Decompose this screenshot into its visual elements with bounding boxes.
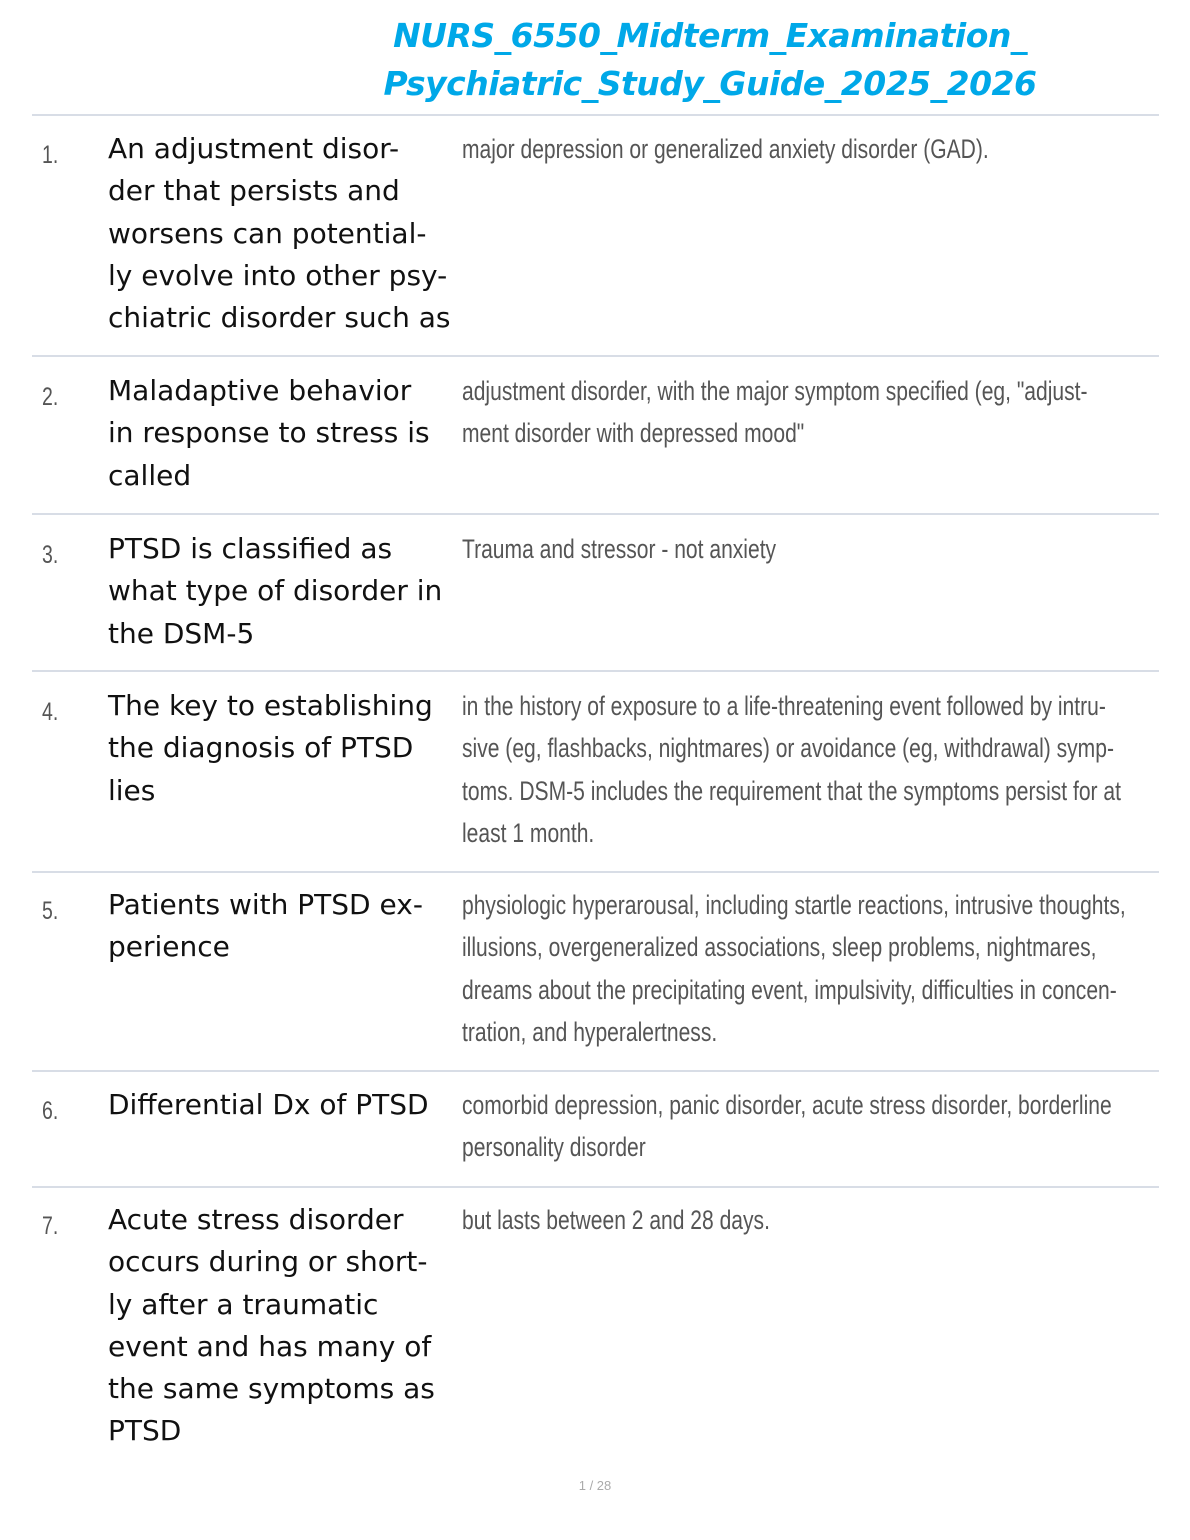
term-line: chiatric disorder such as xyxy=(108,301,451,335)
card-term xyxy=(108,685,458,812)
card-divider xyxy=(32,1070,1159,1072)
card-divider xyxy=(32,1186,1159,1188)
title-divider xyxy=(32,114,1159,116)
flashcard-5 xyxy=(32,874,1159,1069)
definition-line: least 1 month. xyxy=(462,817,595,848)
flashcard-6 xyxy=(32,1074,1159,1184)
flashcard-4 xyxy=(32,675,1159,870)
term-line: PTSD is classified as xyxy=(108,532,393,565)
card-divider xyxy=(32,871,1159,873)
card-number: 5. xyxy=(42,897,59,925)
card-definition xyxy=(462,128,1133,170)
term-line: der that persists and xyxy=(108,174,400,208)
term-line: event and has many of xyxy=(108,1329,432,1363)
card-divider xyxy=(32,513,1159,515)
card-number: 6. xyxy=(42,1097,59,1125)
definition-line: sive (eg, flashbacks, nightmares) or avoidance (eg, withdrawal) symp- xyxy=(462,733,1114,764)
definition-line: ment disorder with depressed mood" xyxy=(462,418,805,449)
card-number: 2. xyxy=(42,383,59,411)
term-line: PTSD xyxy=(108,1414,182,1448)
document-title-line-2: Psychiatric_Study_Guide_2025_2026 xyxy=(383,64,1037,103)
term-line: occurs during or short- xyxy=(108,1245,428,1279)
definition-line: Trauma and stressor - not anxiety xyxy=(462,534,777,564)
card-definition xyxy=(462,528,1133,570)
card-number: 7. xyxy=(42,1212,59,1240)
term-line: ly evolve into other psy- xyxy=(108,258,448,292)
card-definition xyxy=(462,884,1133,1053)
card-definition xyxy=(462,1084,1133,1169)
definition-line: in the history of exposure to a life-threatening event followed by intru- xyxy=(462,691,1106,721)
card-divider xyxy=(32,670,1159,672)
term-line: the DSM-5 xyxy=(108,616,255,650)
term-line: Differential Dx of PTSD xyxy=(108,1088,429,1121)
definition-line: tration, and hyperalertness. xyxy=(462,1016,718,1047)
card-term xyxy=(108,128,458,339)
term-line: Maladaptive behavior xyxy=(108,374,412,407)
card-term xyxy=(108,528,458,655)
term-line: An adjustment disor- xyxy=(108,132,400,165)
term-line: what type of disorder in xyxy=(108,574,443,608)
term-line: in response to stress is xyxy=(108,416,430,450)
term-line: Acute stress disorder xyxy=(108,1203,404,1236)
document-title-line-1: NURS_6550_Midterm_Examination_ xyxy=(393,16,1027,55)
card-term xyxy=(108,1084,458,1126)
definition-line: major depression or generalized anxiety disorder (GAD). xyxy=(462,134,989,164)
card-term xyxy=(108,370,458,497)
term-line: ly after a traumatic xyxy=(108,1287,379,1321)
card-term xyxy=(108,884,458,969)
definition-line: but lasts between 2 and 28 days. xyxy=(462,1205,770,1235)
term-line: called xyxy=(108,458,192,492)
page-indicator: 1 / 28 xyxy=(578,1478,612,1493)
card-definition xyxy=(462,370,1133,455)
document-title xyxy=(360,12,1060,108)
definition-line: illusions, overgeneralized associations, sleep problems, nightmares, xyxy=(462,932,1097,963)
definition-line: physiologic hyperarousal, including startle reactions, intrusive thoughts, xyxy=(462,890,1126,920)
term-line: the same symptoms as xyxy=(108,1372,435,1406)
card-number: 4. xyxy=(42,698,59,726)
flashcard-7 xyxy=(32,1189,1159,1459)
card-number: 1. xyxy=(42,141,59,169)
card-definition xyxy=(462,685,1133,854)
flashcard-2 xyxy=(32,360,1159,512)
term-line: Patients with PTSD ex- xyxy=(108,888,423,921)
definition-line: adjustment disorder, with the major symptom specified (eg, "adjust- xyxy=(462,376,1088,406)
card-definition xyxy=(462,1199,1133,1241)
definition-line: personality disorder xyxy=(462,1132,646,1163)
term-line: The key to establishing xyxy=(108,689,433,722)
flashcard-1 xyxy=(32,118,1159,354)
definition-line: comorbid depression, panic disorder, acute stress disorder, borderline xyxy=(462,1090,1112,1120)
term-line: worsens can potential- xyxy=(108,216,427,250)
definition-line: dreams about the precipitating event, impulsivity, difficulties in concen- xyxy=(462,974,1117,1005)
card-term xyxy=(108,1199,458,1453)
term-line: lies xyxy=(108,773,156,807)
card-divider xyxy=(32,355,1159,357)
card-number: 3. xyxy=(42,541,59,569)
flashcard-3 xyxy=(32,518,1159,668)
definition-line: toms. DSM-5 includes the requirement that the symptoms persist for at xyxy=(462,775,1121,806)
term-line: perience xyxy=(108,930,230,964)
term-line: the diagnosis of PTSD xyxy=(108,731,414,765)
